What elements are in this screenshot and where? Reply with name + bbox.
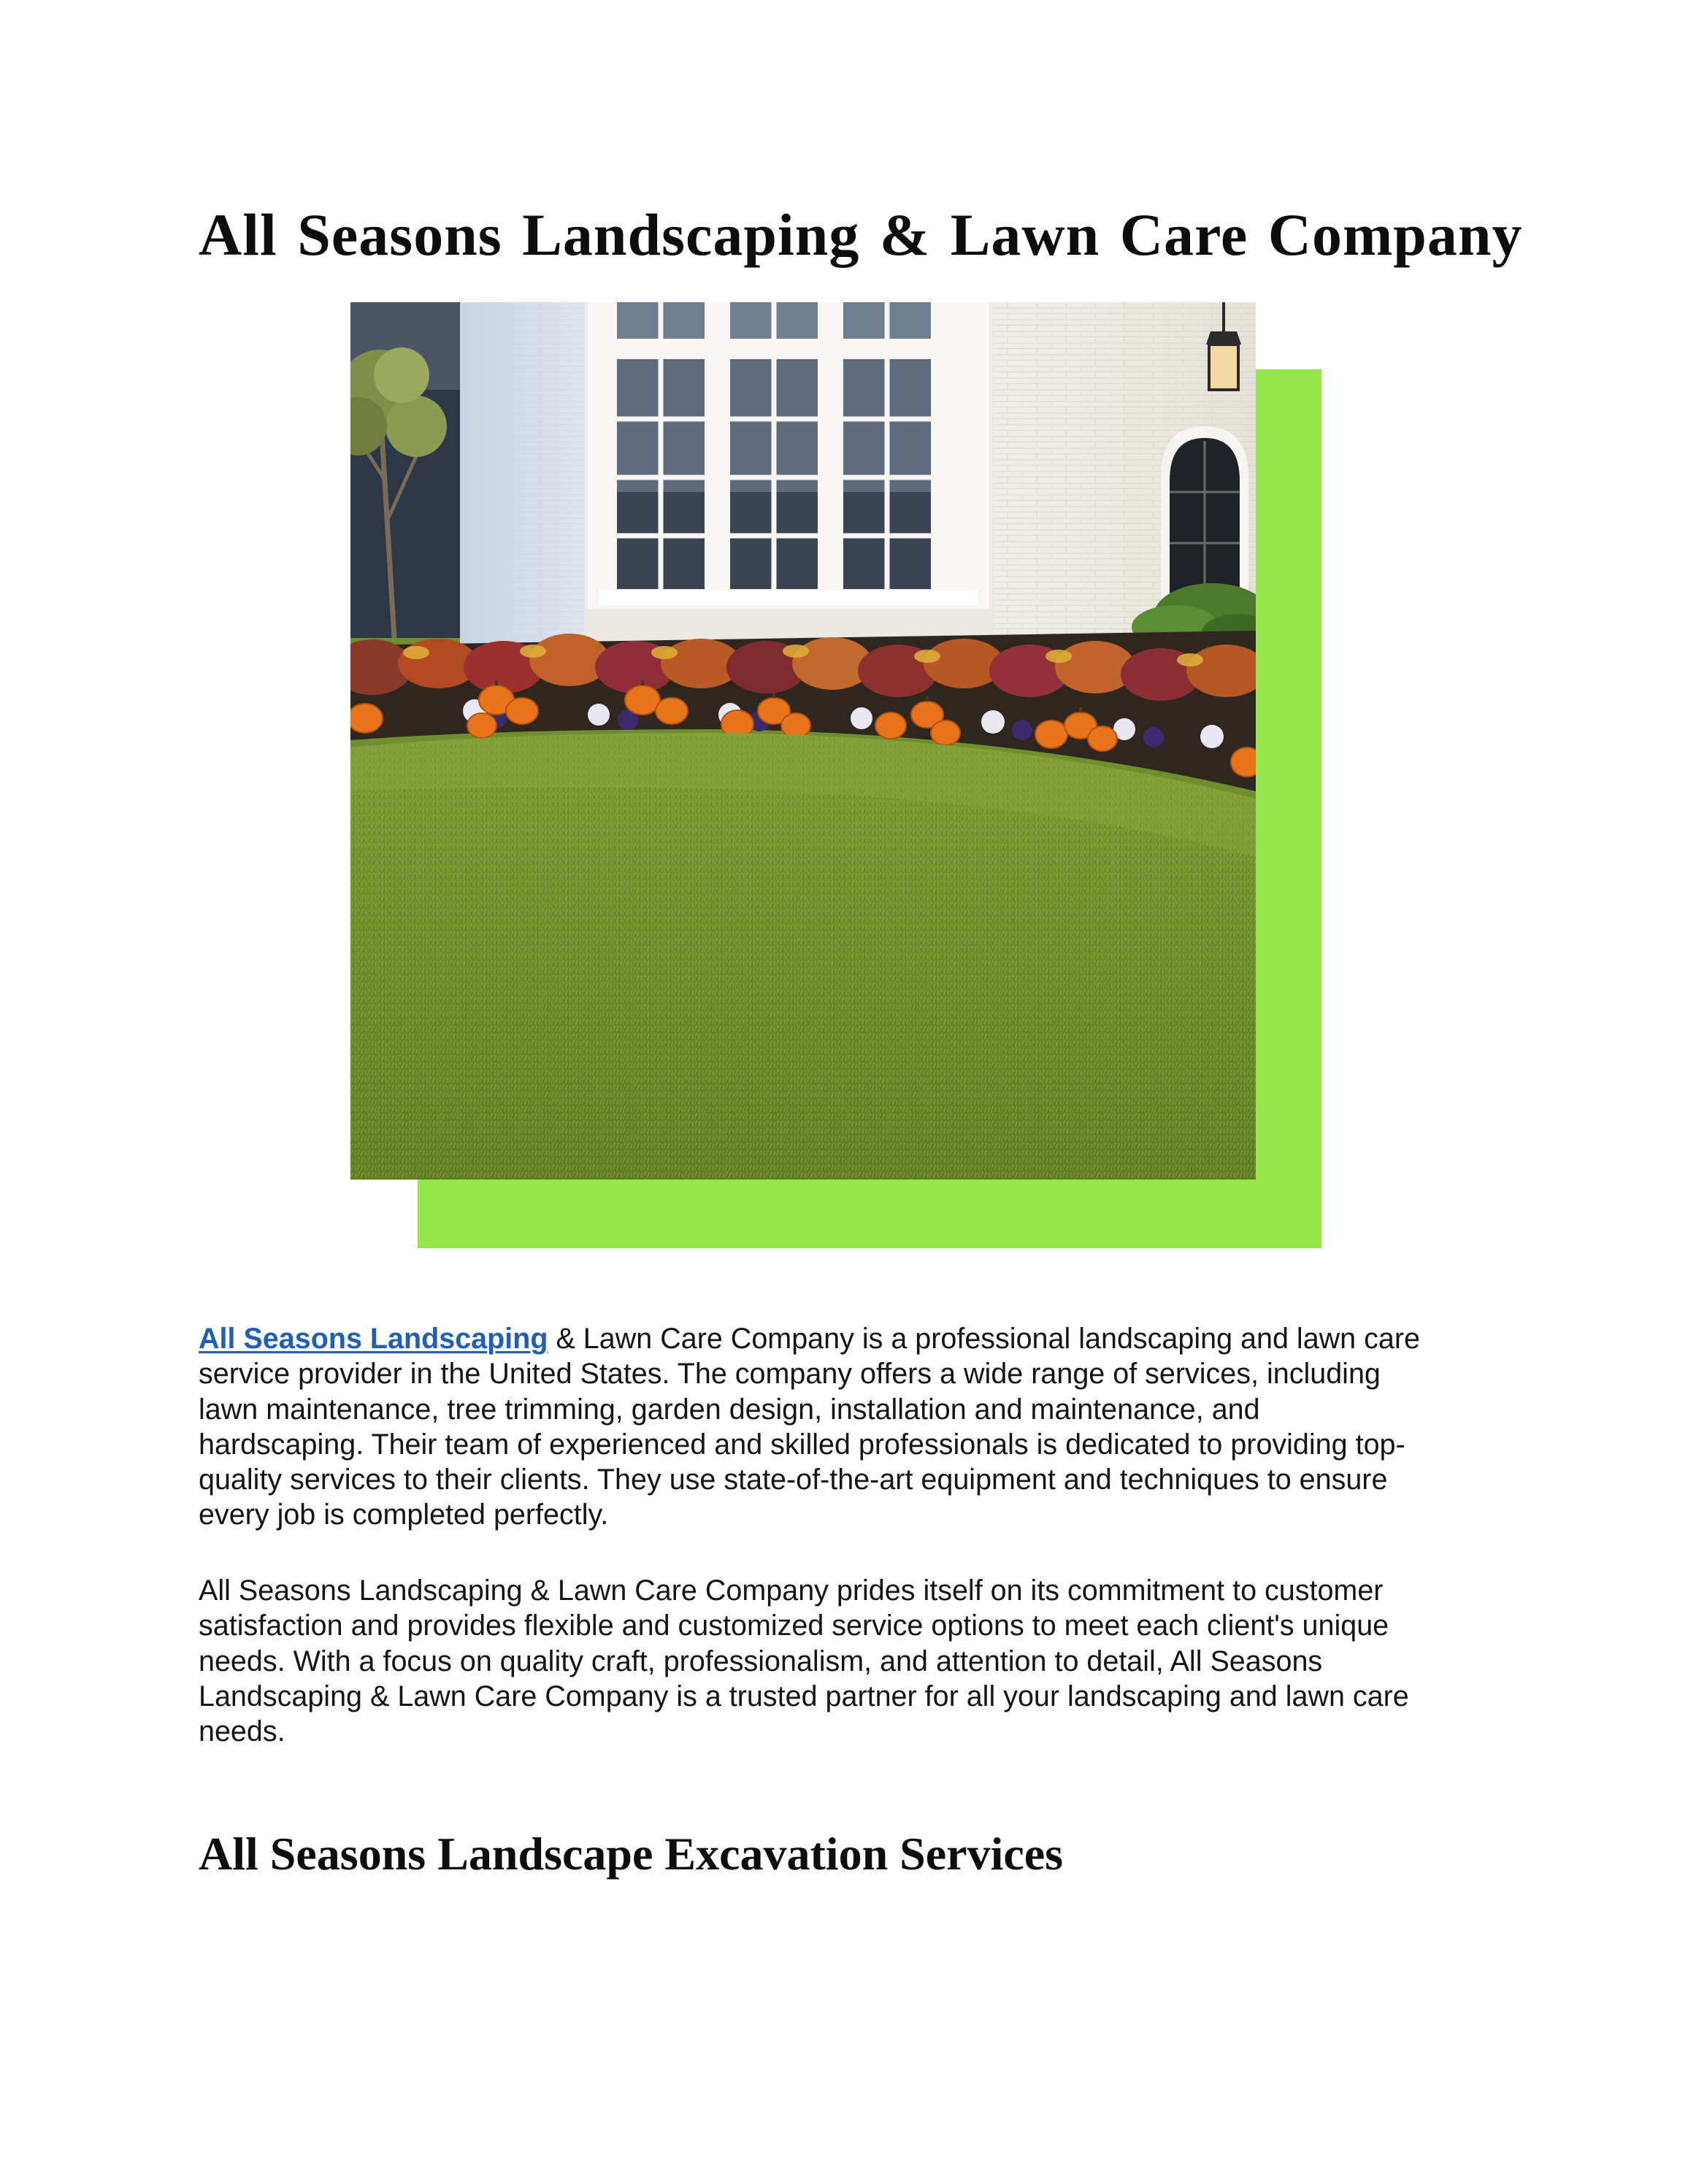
commitment-line-1: All Seasons Landscaping & Lawn Care Company prides itself on its commitment to customer: [199, 1574, 1384, 1607]
intro-line-3: lawn maintenance, tree trimming, garden design, installation and maintenance, and: [199, 1393, 1260, 1426]
intro-line-2: service provider in the United States. The company offers a wide range of services, including: [199, 1358, 1381, 1391]
intro-line-1-text: & Lawn Care Company is a professional landscaping and lawn care: [548, 1323, 1420, 1355]
company-link[interactable]: All Seasons Landscaping: [199, 1323, 548, 1355]
commitment-line-3: needs. With a focus on quality craft, professionalism, and attention to detail, All Seasons: [199, 1645, 1323, 1677]
commitment-line-5: needs.: [199, 1715, 285, 1748]
intro-line-6: every job is completed perfectly.: [199, 1499, 609, 1531]
hero-photo: [350, 302, 1256, 1180]
intro-line-1: [199, 1321, 1498, 1356]
page-title: All Seasons Landscaping & Lawn Care Company: [199, 201, 1523, 268]
intro-paragraph: [199, 1321, 1498, 1533]
hero-figure: [350, 302, 1321, 1248]
commitment-line-4: Landscaping & Lawn Care Company is a trusted partner for all your landscaping and lawn care: [199, 1680, 1409, 1712]
intro-line-4: hardscaping. Their team of experienced and skilled professionals is dedicated to providing top-: [199, 1428, 1405, 1461]
intro-line-5: quality services to their clients. They use state-of-the-art equipment and techniques to ensure: [199, 1464, 1388, 1496]
commitment-paragraph: [199, 1573, 1498, 1749]
section-heading: All Seasons Landscape Excavation Services: [199, 1828, 1064, 1880]
commitment-line-2: satisfaction and provides flexible and customized service options to meet each client's unique: [199, 1610, 1389, 1642]
